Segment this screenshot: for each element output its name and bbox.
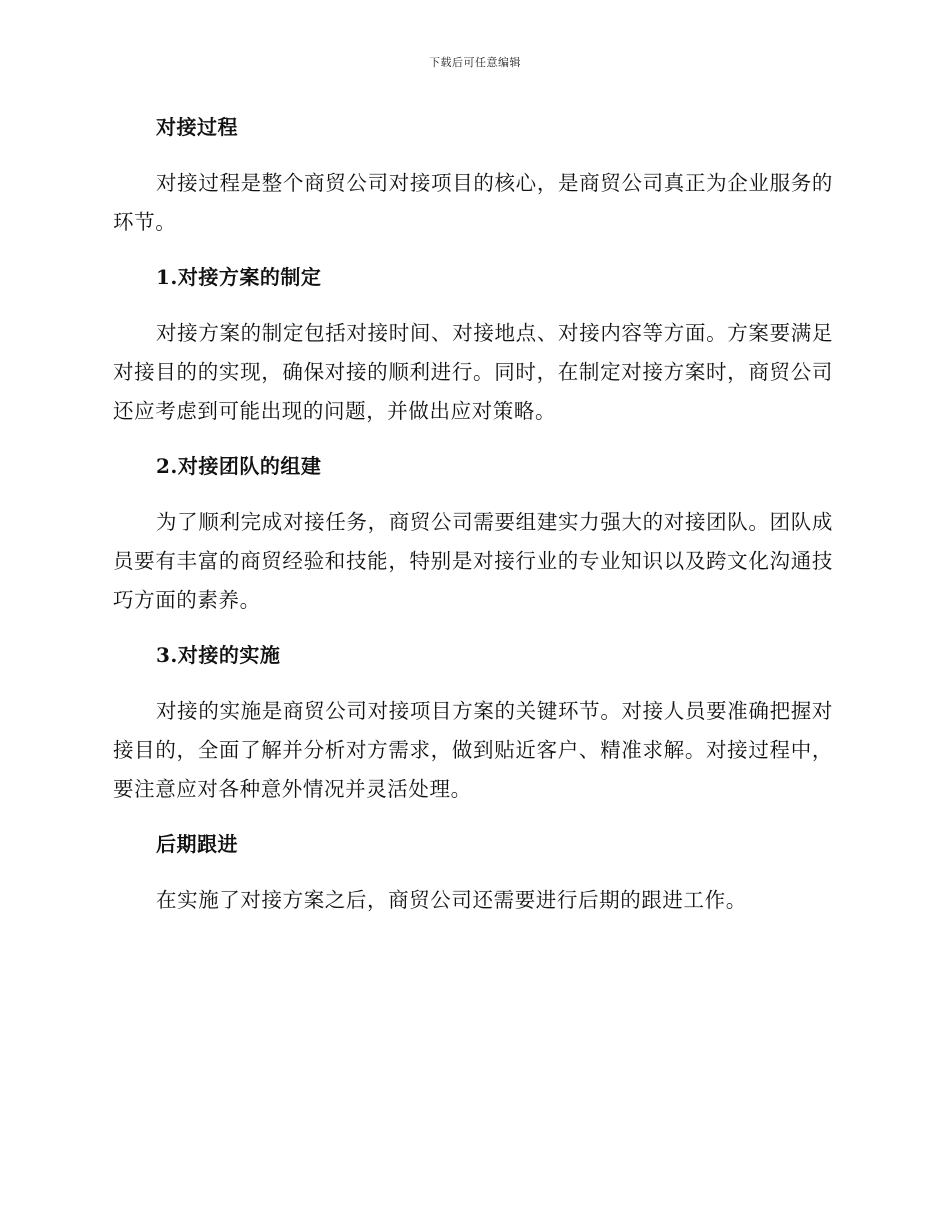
paragraph-implementation: 对接的实施是商贸公司对接项目方案的关键环节。对接人员要准确把握对接目的，全面了解并分析对方需求，做到贴近客户、精准求解。对接过程中，要注意应对各种意外情况并灵活处理。: [113, 699, 833, 801]
subheading-plan-formulation: 1.对接方案的制定: [156, 265, 322, 289]
document-body: [113, 108, 833, 936]
paragraph-plan-formulation: 对接方案的制定包括对接时间、对接地点、对接内容等方面。方案要满足对接目的的实现，确保对接的顺利进行。同时，在制定对接方案时，商贸公司还应考虑到可能出现的问题，并做出应对策略。: [113, 321, 833, 423]
subheading-implementation: 3.对接的实施: [156, 643, 281, 667]
subheading-team-building: 2.对接团队的组建: [156, 454, 322, 478]
paragraph-team-building: 为了顺利完成对接任务，商贸公司需要组建实力强大的对接团队。团队成员要有丰富的商贸经验和技能，特别是对接行业的专业知识以及跨文化沟通技巧方面的素养。: [113, 510, 833, 612]
paragraph-docking-process-intro: 对接过程是整个商贸公司对接项目的核心，是商贸公司真正为企业服务的环节。: [113, 171, 833, 234]
paragraph-follow-up: 在实施了对接方案之后，商贸公司还需要进行后期的跟进工作。: [156, 888, 747, 912]
page-header: 下载后可任意编辑: [429, 56, 521, 69]
section-heading-docking-process: 对接过程: [156, 115, 238, 139]
section-heading-follow-up: 后期跟进: [156, 832, 238, 856]
